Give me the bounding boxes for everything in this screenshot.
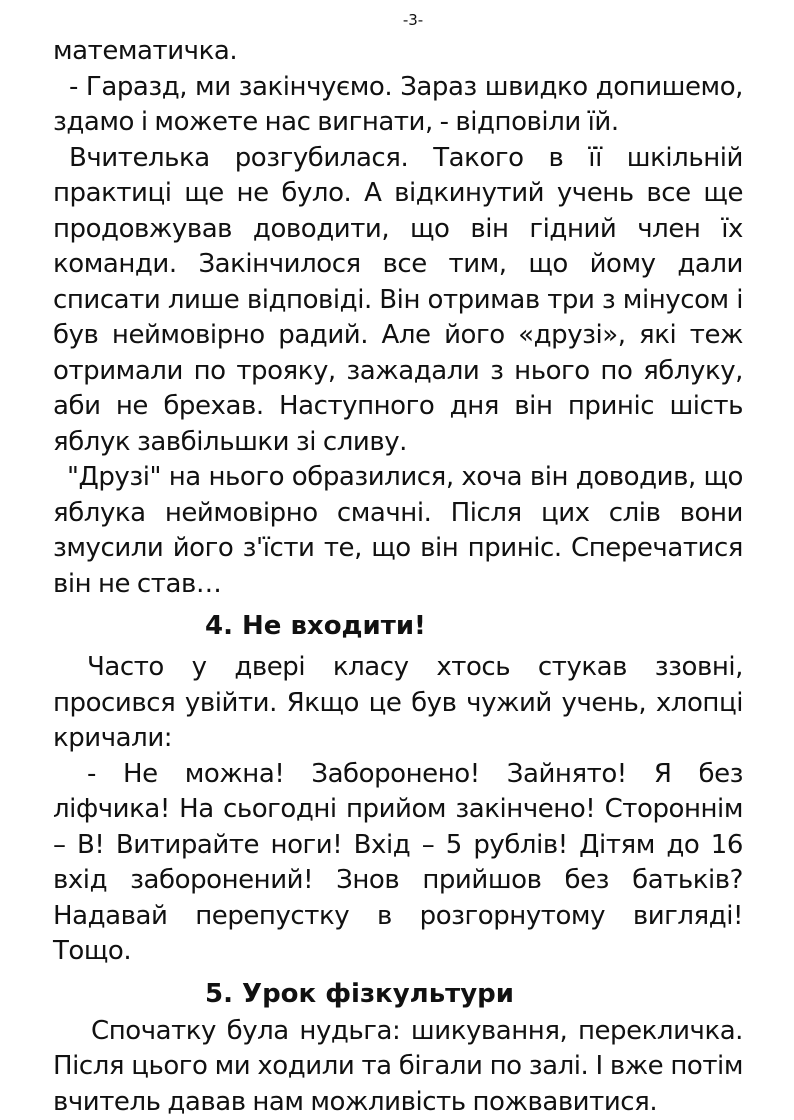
paragraph-shouts: - Не можна! Заборонено! Зайнято! Я без ліфчика! На сьогодні прийом закінчено! Стороннім – В! Витирайте ноги! Вхід – 5 рублів! Дітям до 16 вхід заборонений! Знов прийшов без батьків? Надавай перепустку в розгорнутому вигляді! Тощо. [53,757,743,970]
section-heading-5: 5. Урок фізкультури [53,976,743,1012]
document-page [53,6,743,1120]
paragraph-teacher-confused: Вчителька розгубилася. Такого в її шкільній практиці ще не було. А відкинутий учень все ще продовжував доводити, що він гідний член їх команди. Закінчилося все тим, що йому дали списати лише відповіді. Він отримав три з мінусом і був неймовірно радий. Але його «друзі», які теж отримали по трояку, зажадали з нього по яблуку, аби не брехав. Наступного дня він приніс шість яблук завбільшки зі сливу. [53,141,743,461]
paragraph-dialogue-reply: - Гаразд, ми закінчуємо. Зараз швидко допишемо, здамо і можете нас вигнати, - відповіли їй. [53,70,743,141]
paragraph-continuation: математичка. [53,34,743,70]
paragraph-pe-lesson: Спочатку була нудьга: шикування, перекличка. Після цього ми ходили та бігали по залі. І вже потім вчитель давав нам можливість пожвавитися. [53,1014,743,1120]
paragraph-knocking: Часто у двері класу хтось стукав ззовні, просився увійти. Якщо це був чужий учень, хлопці кричали: [53,650,743,757]
paragraph-friends-offended: "Друзі" на нього образилися, хоча він доводив, що яблука неймовірно смачні. Після цих слів вони змусили його з'їсти те, що він приніс. Сперечатися він не став… [53,460,743,602]
page-number: -3- [53,6,743,34]
section-heading-4: 4. Не входити! [53,608,743,644]
